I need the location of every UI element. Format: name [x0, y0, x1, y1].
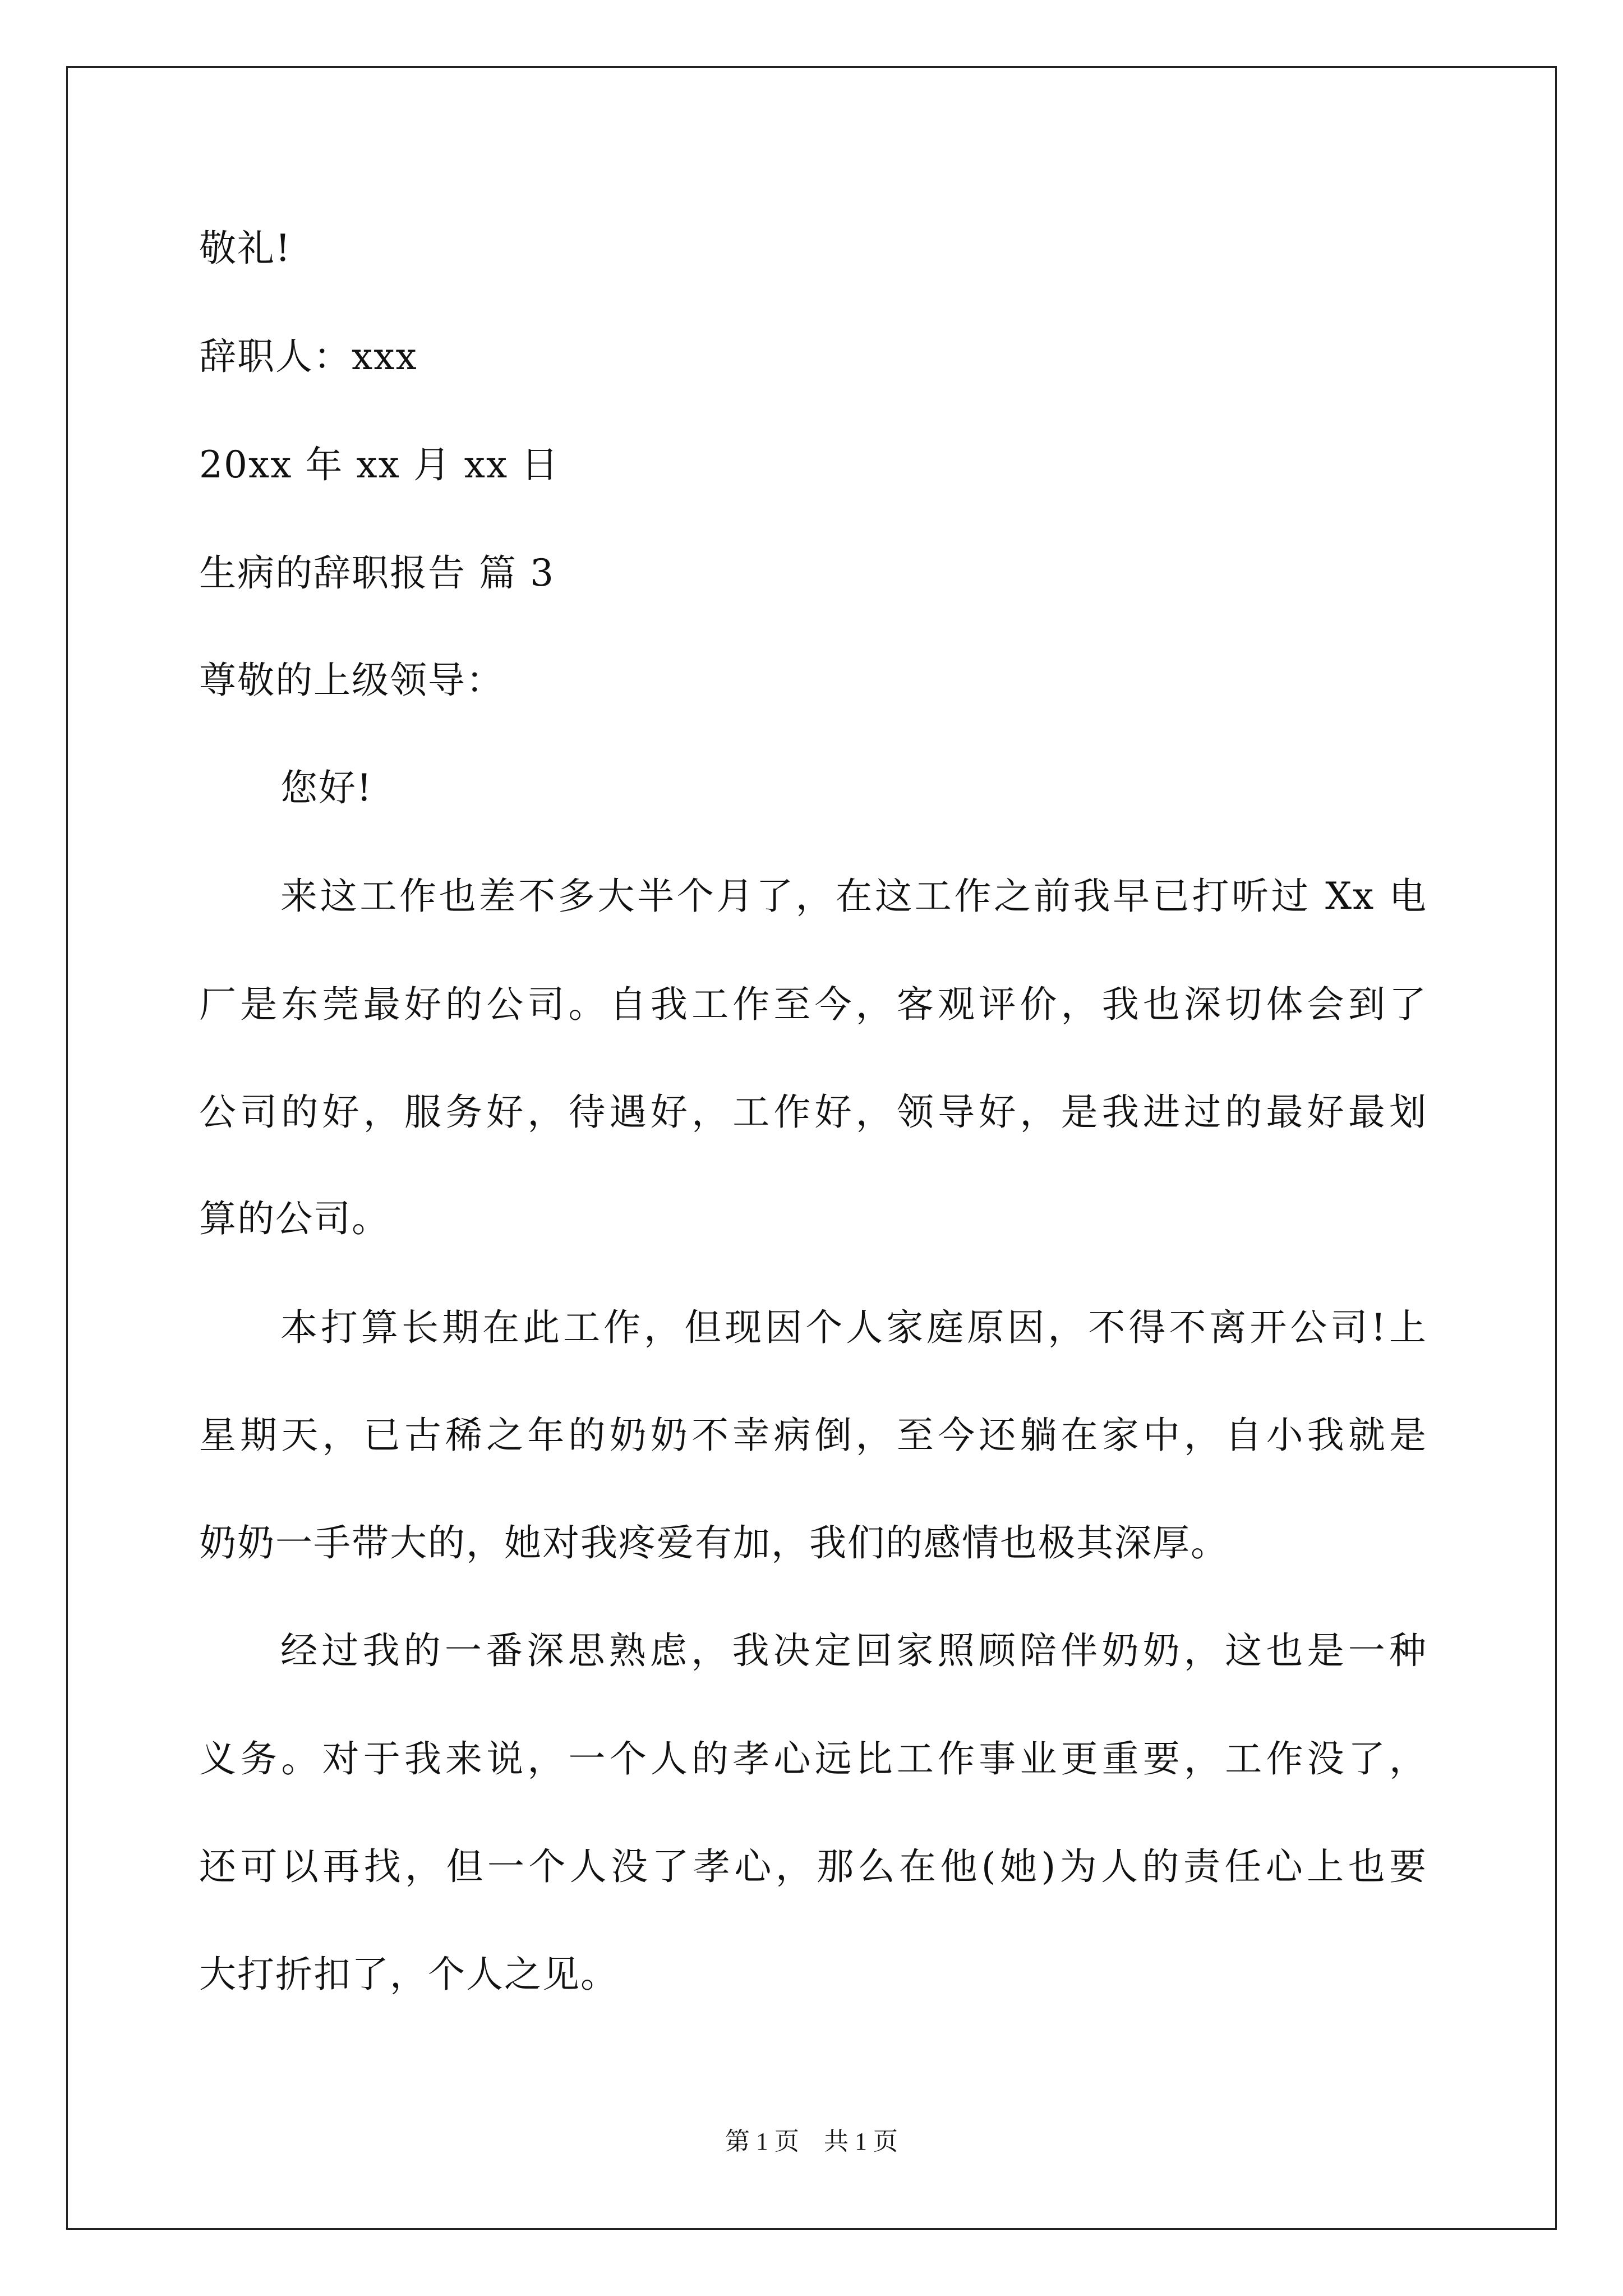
paragraph-line: 本打算长期在此工作，但现因个人家庭原因，不得不离开公司!上: [280, 1306, 1427, 1349]
paragraph-line: 还可以再找，但一个人没了孝心，那么在他(她)为人的责任心上也要: [199, 1845, 1427, 1888]
paragraph-line: 来这工作也差不多大半个月了，在这工作之前我早已打听过 Xx 电: [280, 875, 1427, 918]
signer-name: 辞职人：xxx: [199, 335, 418, 378]
paragraph-line: 大打折扣了，个人之见。: [199, 1953, 619, 1996]
closing-salutation: 敬礼!: [199, 227, 292, 270]
letter-date: 20xx 年 xx 月 xx 日: [199, 443, 560, 486]
paragraph-line: 公司的好，服务好，待遇好，工作好，领导好，是我进过的最好最划: [199, 1091, 1427, 1134]
paragraph-line: 奶奶一手带大的，她对我疼爱有加，我们的感情也极其深厚。: [199, 1521, 1229, 1565]
paragraph-line: 星期天，已古稀之年的奶奶不幸病倒，至今还躺在家中，自小我就是: [199, 1414, 1427, 1457]
paragraph-line: 经过我的一番深思熟虑，我决定回家照顾陪伴奶奶，这也是一种: [280, 1629, 1427, 1672]
section-title: 生病的辞职报告 篇 3: [199, 551, 555, 595]
page-border: [66, 66, 1557, 2230]
paragraph-line: 厂是东莞最好的公司。自我工作至今，客观评价，我也深切体会到了: [199, 983, 1427, 1026]
page-footer: 第 1 页 共 1 页: [725, 2128, 898, 2155]
letter-greeting: 您好!: [280, 766, 373, 809]
paragraph-line: 算的公司。: [199, 1197, 390, 1240]
letter-addressee: 尊敬的上级领导：: [199, 659, 504, 702]
paragraph-line: 义务。对于我来说，一个人的孝心远比工作事业更重要，工作没了，: [199, 1737, 1427, 1780]
